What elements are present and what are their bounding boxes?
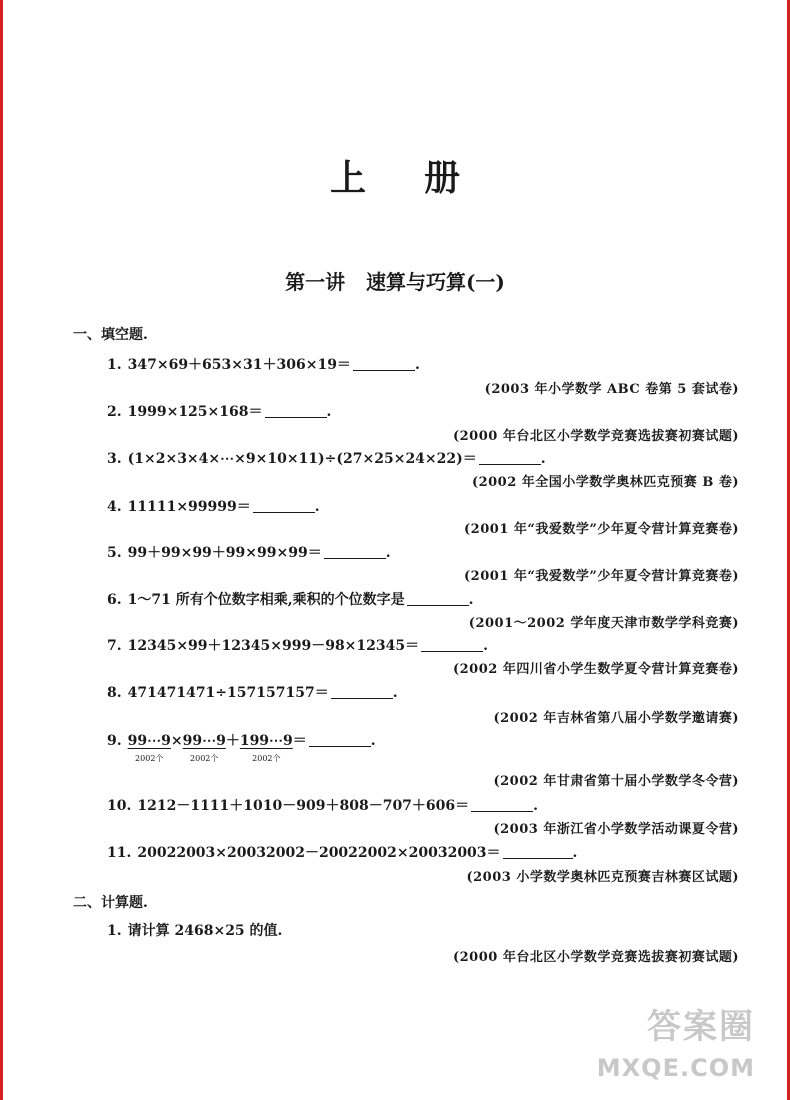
calc-question-1-source: (2000 年台北区小学数学竞赛选拔赛初赛试题)	[452, 950, 739, 965]
question-number: 11.	[107, 845, 132, 861]
digit-count-label: 2002个	[190, 754, 219, 763]
question-9: 9. 99⋯9 2002个 ×99⋯9 2002个 ＋199⋯9 2002个 ＝ .	[107, 733, 376, 763]
question-text: 347×69＋653×31＋306×19＝	[127, 357, 351, 373]
question-1: 1. 347×69＋653×31＋306×19＝ .	[107, 357, 420, 373]
question-9-source: (2002 年甘肃省第十届小学数学冬令营)	[493, 774, 739, 789]
answer-blank	[331, 684, 393, 699]
lecture-title: 第一讲 速算与巧算(一)	[285, 270, 505, 294]
question-number: 3.	[107, 451, 122, 467]
question-text: 1999×125×168＝	[127, 404, 263, 420]
question-11: 11. 20022003×20032002－20022002×20032003＝ .	[107, 845, 578, 861]
answer-blank	[503, 844, 573, 859]
answer-blank	[309, 732, 371, 747]
question-number: 10.	[107, 798, 132, 814]
question-text: 12345×99＋12345×999－98×12345＝	[127, 638, 420, 654]
question-2-source: (2000 年台北区小学数学竞赛选拔赛初赛试题)	[452, 429, 739, 444]
repeated-nines-term: 99⋯9 2002个	[127, 733, 171, 763]
question-1-source: (2003 年小学数学 ABC 卷第 5 套试卷)	[484, 382, 739, 397]
site-watermark	[597, 1002, 767, 1092]
repeated-nines-term: 99⋯9 2002个	[182, 733, 226, 763]
question-number: 1.	[107, 357, 122, 373]
question-4-source: (2001 年“我爱数学”少年夏令营计算竞赛卷)	[464, 522, 739, 537]
question-11-source: (2003 小学数学奥林匹克预赛吉林赛区试题)	[466, 870, 739, 885]
question-number: 7.	[107, 638, 122, 654]
calc-question-1	[107, 920, 282, 940]
question-number: 6.	[107, 592, 122, 608]
question-8-source: (2002 年吉林省第八届小学数学邀请赛)	[493, 711, 739, 726]
question-6-source: (2001～2002 学年度天津市数学学科竞赛)	[468, 616, 739, 631]
question-8: 8. 471471471÷157157157＝ .	[107, 685, 398, 701]
watermark-domain: MXQE.COM	[596, 1054, 755, 1082]
question-text: 471471471÷157157157＝	[127, 685, 329, 701]
answer-blank	[324, 544, 386, 559]
answer-blank	[421, 637, 483, 652]
section-heading-calc: 二、计算题.	[73, 895, 148, 911]
question-number: 5.	[107, 545, 122, 561]
question-text: (1×2×3×4×⋯×9×10×11)÷(27×25×24×22)＝	[127, 451, 477, 467]
question-text: 1～71 所有个位数字相乘,乘积的个位数字是	[127, 592, 405, 608]
question-number: 9.	[107, 733, 122, 749]
digit-count-label: 2002个	[252, 754, 281, 763]
question-10-source: (2003 年浙江省小学数学活动课夏令营)	[493, 822, 739, 837]
question-number: 8.	[107, 685, 122, 701]
answer-blank	[471, 797, 533, 812]
watermark-logo-text: 答案圈	[647, 1007, 755, 1047]
question-number: 1.	[107, 923, 122, 939]
digit-count-label: 2002个	[135, 754, 164, 763]
question-3: 3. (1×2×3×4×⋯×9×10×11)÷(27×25×24×22)＝ .	[107, 451, 546, 467]
answer-blank	[353, 356, 415, 371]
question-7: 7. 12345×99＋12345×999－98×12345＝ .	[107, 638, 488, 654]
question-5: 5. 99＋99×99＋99×99×99＝ .	[107, 545, 391, 561]
answer-blank	[253, 498, 315, 513]
question-text: 99＋99×99＋99×99×99＝	[127, 545, 322, 561]
answer-blank	[407, 591, 469, 606]
volume-title: 上册	[329, 157, 518, 199]
question-text: 11111×99999＝	[127, 499, 251, 515]
section-heading-fill: 一、填空题.	[73, 327, 148, 343]
question-number: 4.	[107, 499, 122, 515]
question-5-source: (2001 年“我爱数学”少年夏令营计算竞赛卷)	[464, 569, 739, 584]
question-number: 2.	[107, 404, 122, 420]
question-3-source: (2002 年全国小学数学奥林匹克预赛 B 卷)	[471, 475, 739, 490]
question-text: 1212－1111＋1010－909＋808－707＋606＝	[137, 798, 470, 814]
question-4: 4. 11111×99999＝ .	[107, 499, 320, 515]
question-6: 6. 1～71 所有个位数字相乘,乘积的个位数字是 .	[107, 592, 474, 608]
question-10: 10. 1212－1111＋1010－909＋808－707＋606＝ .	[107, 798, 539, 814]
question-2: 2. 1999×125×168＝ .	[107, 404, 332, 420]
answer-blank	[479, 450, 541, 465]
question-7-source: (2002 年四川省小学生数学夏令营计算竞赛卷)	[452, 662, 739, 677]
repeated-nines-term: 199⋯9 2002个	[239, 733, 293, 763]
question-text: 20022003×20032002－20022002×20032003＝	[137, 845, 501, 861]
answer-blank	[265, 403, 327, 418]
question-text: 请计算 2468×25 的值.	[127, 923, 283, 939]
